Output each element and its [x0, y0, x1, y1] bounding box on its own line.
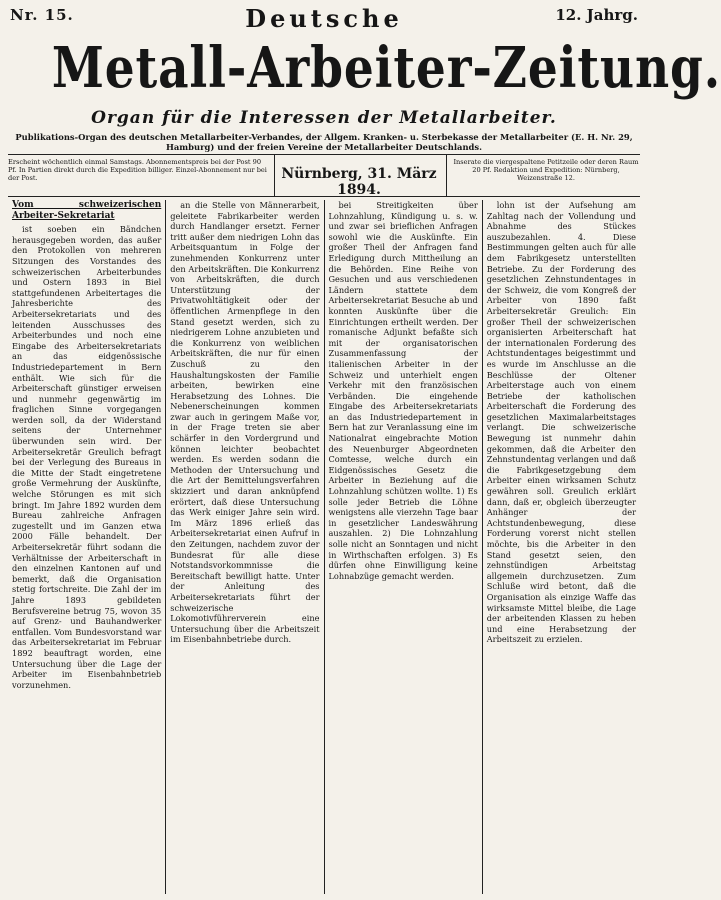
column-2 [166, 200, 324, 894]
issue-number: Nr. 15. [10, 6, 74, 24]
masthead-pretitle: Deutsche [245, 4, 403, 33]
column-3 [325, 200, 483, 894]
publication-organ-line: Publikations-Organ des deutschen Metallarbeiter-Verbandes, der Allgem. Kranken- u. Sterbekasse der Metallarbeiter (E. H. Nr. 29, Hamburg) und der freien Vereine der Metallarbeiter Deutschlands. [15, 132, 633, 152]
masthead-title: Metall-Arbeiter-Zeitung. [51, 35, 721, 101]
column-text: bei Streitigkeiten über Lohnzahlung, Kündigung u. s. w. und zwar sei brieflichen Anfragen sowohl wie die Auskünfte. Ein großer Theil der Anfragen fand Erledigung durch Mittheilung an die Behörden. Eine Reihe von Gesuchen und aus verschiedenen Ländern stattete dem Arbeitersekretariat Besuche ab und konnten Auskünfte über die Einrichtungen ertheilt werden. Der romanische Adjunkt befaßte sich mit der organisatorischen Zusammenfassung der italienischen Arbeiter in der Schweiz und unterhielt engen Verkehr mit den französischen Verbänden. Die eingehende Eingabe des Arbeitersekretariats an das Industriedepartement in Bern hat zur Veranlassung eine im Nationalrat eingebrachte Motion des Neuenburger Abgeordneten Comtesse, welche durch ein Eidgenössisches Gesetz die Arbeiter in Beziehung auf die Lohnzahlung schützen wollte. 1) Es solle jeder Betrieb die Löhne wenigstens alle vierzehn Tage baar in gesetzlicher Landeswährung auszahlen. 2) Die Lohnzahlung solle nicht an Sonntagen und nicht in Wirthschaften erfolgen. 3) Es dürfen ohne Einwilligung keine Lohnabzüge gemacht werden. [328, 200, 478, 581]
article-columns [8, 200, 640, 894]
subscription-info: Erscheint wöchentlich einmal Samstags. Abonnementspreis bei der Post 90 Pf. In Partien direkt durch die Expedition billiger. Einzel-Abonnement nur bei der Post. [8, 158, 267, 182]
column-text: ist soeben ein Bändchen herausgegeben worden, das außer den Protokollen von mehreren Sitzungen des Vorstandes des schweizerischen Arbeiterbundes und Ostern 1893 in Biel stattgefundenen Arbeitertages die Jahresberichte des Arbeitersekretariats und des leitenden Ausschusses des Arbeiterbundes und noch eine Eingabe des Arbeitersekretariats an das eidgenössische Industriedepartement in Bern enthält. Wie sich für die Arbeiterschaft günstiger erweisen und nunmehr gegenwärtig im fraglichen Sinne vorgegangen werden soll, da der Widerstand seitens der Unternehmer überwunden sein wird. Der Arbeitersekretär Greulich befragt bei der Verlegung des Bureaus in die Mitte der Stadt eingetretene große Vermehrung der Auskünfte, welche Störungen es mit sich bringt. Im Jahre 1892 wurden dem Bureau zahlreiche Anfragen zugestellt und im Ganzen etwa 2000 Fälle behandelt. Der Arbeitersekretär führt sodann die Verhältnisse der Arbeiterschaft in den einzelnen Kantonen auf und bemerkt, daß die Organisation stetig fortschreite. Die Zahl der im Jahre 1893 gebildeten Berufsvereine betrug 75, wovon 35 auf Grenz- und Bauhandwerker entfallen. Vom Bundesvorstand war das Arbeitersekretariat im Februar 1892 beauftragt worden, eine Untersuchung über die Lage der Arbeiter im Eisenbahnbetrieb vorzunehmen. [12, 224, 162, 690]
issue-date: Nürnberg, 31. März 1894. [281, 166, 437, 198]
column-1 [8, 200, 166, 894]
divider-top [8, 154, 640, 155]
info-divider-left [274, 154, 275, 196]
advertising-info: Inserate die viergespaltene Petitzeile oder deren Raum 20 Pf. Redaktion und Expedition: Nürnberg, Weizenstraße 12. [453, 158, 639, 182]
volume-year: 12. Jahrg. [555, 6, 638, 24]
masthead-subtitle: Organ für die Interessen der Metallarbeiter. [91, 108, 557, 128]
article-heading: Vom schweizerischen Arbeiter-Sekretariat [12, 200, 162, 221]
column-text: lohn ist der Aufsehung am Zahltag nach der Vollendung und Abnahme des Stückes auszubezahlen. 4. Diese Bestimmungen gelten auch für alle dem Fabrikgesetz unterstellten Betriebe. Zu der Forderung des gesetzlichen Zehnstundentages in der Schweiz, die vom Kongreß der Arbeiter von 1890 faßt Arbeitersekretär Greulich: Ein großer Theil der schweizerischen organisierten Arbeiterschaft hat der internationalen Forderung des Achtstundentages beigestimmt und es wurde im Anschlusse an die Beschlüsse der Oltener Arbeiterstage auch von einem Betriebe der katholischen Arbeiterschaft die Forderung des gesetzlichen Maximalarbeitstages verlangt. Die schweizerische Bewegung ist nunmehr dahin gekommen, daß die Arbeiter den Zehnstundentag verlangen und daß die Fabrikgesetzgebung dem Arbeiter einen wirksamen Schutz gewähren soll. Greulich erklärt dann, daß er, obgleich überzeugter Anhänger der Achtstundenbewegung, diese Forderung vorerst nicht stellen möchte, bis die Arbeiter in den Stand gesetzt seien, den zehnstündigen Arbeitstag allgemein durchzusetzen. Zum Schluße wird betont, daß die Organisation als einzige Waffe das wirksamste Mittel bleibe, die Lage der arbeitenden Klassen zu heben und eine Herabsetzung der Arbeitszeit zu erzielen. [486, 200, 636, 645]
info-divider-right [446, 154, 447, 196]
divider-bottom [8, 196, 640, 197]
column-text: an die Stelle von Männerarbeit, geleitete Fabrikarbeiter werden durch Handlanger ersetzt. Ferner tritt außer dem niedrigen Lohn das Arbeitsquantum in Folge der zunehmenden Konkurrenz unter den Arbeitskräften. Die Konkurrenz von Arbeitskräften, die durch Unterstützung der Privatwohltätigkeit oder der öffentlichen Armenpflege in den Stand gesetzt werden, sich zu niedrigerem Lohne anzubieten und die Konkurrenz von weiblichen Arbeitskräften, die nur für einen Zuschuß zu den Haushaltungskosten der Familie arbeiten, bewirken eine Herabsetzung des Lohnes. Die Nebenerscheinungen kommen zwar auch in geringem Maße vor, in der Frage treten sie aber schärfer in den Vordergrund und können leichter beobachtet werden. Es werden sodann die Methoden der Untersuchung und die Art der Bemittelungsverfahren skizziert und daran anknüpfend erörtert, daß diese Untersuchung das Werk einiger Jahre sein wird. Im März 1896 erließ das Arbeitersekretariat einen Aufruf in den Zeitungen, nachdem zuvor der Bundesrat für alle diese Notstandsvorkommnisse die Bereitschaft bewilligt hatte. Unter der Anleitung des Arbeitersekretariats führt der schweizerische Lokomotivführerverein eine Untersuchung über die Arbeitszeit im Eisenbahnbetriebe durch. [170, 200, 320, 645]
column-4 [483, 200, 640, 894]
